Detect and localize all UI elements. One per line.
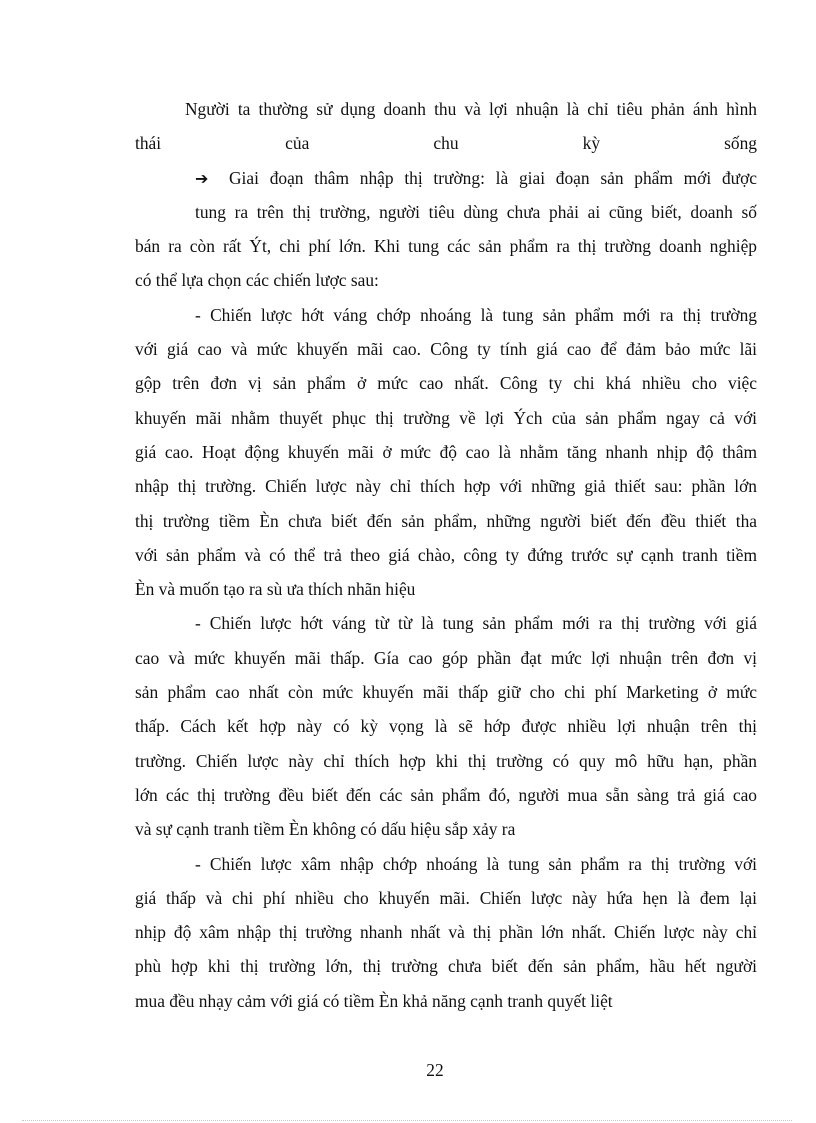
- paragraph-line: gộp trên đơn vị sản phẩm ở mức cao nhất. Công ty chi khá nhiều cho việc: [135, 373, 757, 394]
- paragraph-line: bán ra còn rất Ýt, chi phí lớn. Khi tung các sản phẩm ra thị trường doanh nghiệp: [135, 236, 757, 257]
- paragraph-line: trường. Chiến lược này chỉ thích hợp khi thị trường có quy mô hữu hạn, phần: [135, 750, 757, 771]
- paragraph-line: và sự cạnh tranh tiềm Èn không có dấu hiệu sắp xảy ra: [135, 819, 516, 840]
- paragraph-line: khuyến mãi nhằm thuyết phục thị trường về lợi Ých của sản phẩm ngay cả với: [135, 407, 757, 428]
- arrow-paragraph-line: [135, 161, 757, 195]
- paragraph-line: tung ra trên thị trường, người tiêu dùng chưa phải ai cũng biết, doanh số: [195, 201, 757, 222]
- paragraph-line: Èn và muốn tạo ra sù ưa thích nhãn hiệu: [135, 579, 416, 600]
- paragraph-line: giá cao. Hoạt động khuyến mãi ở mức độ cao là nhằm tăng nhanh nhịp độ thâm: [135, 441, 757, 462]
- paragraph-line: - Chiến lược xâm nhập chớp nhoáng là tung sản phẩm ra thị trường với: [195, 853, 757, 874]
- page-bottom-divider: [22, 1120, 792, 1121]
- paragraph-line: nhịp độ xâm nhập thị trường nhanh nhất và thị phần lớn nhất. Chiến lược này chỉ: [135, 922, 757, 943]
- paragraph-line: giá thấp và chi phí nhiều cho khuyến mãi. Chiến lược này hứa hẹn là đem lại: [135, 887, 757, 908]
- arrow-right-icon: ➔: [195, 168, 209, 188]
- paragraph-line: thị trường tiềm Èn chưa biết đến sản phẩm, những người biết đến đều thiết tha: [135, 510, 757, 531]
- paragraph-line: với giá cao và mức khuyến mãi cao. Công ty tính giá cao để đảm bảo mức lãi: [135, 339, 757, 360]
- paragraph-line: lớn các thị trường đều biết đến các sản phẩm đó, người mua sẵn sàng trả giá cao: [135, 784, 757, 805]
- paragraph-line: với sản phẩm và có thể trả theo giá chào, công ty đứng trước sự cạnh tranh tiềm: [135, 544, 757, 565]
- page-number: 22: [426, 1060, 444, 1080]
- body-text: [135, 92, 757, 1018]
- paragraph-line: sản phẩm cao nhất còn mức khuyến mãi thấp giữ cho chi phí Marketing ở mức: [135, 682, 757, 703]
- paragraph-line: mua đều nhạy cảm với giá có tiềm Èn khả năng cạnh tranh quyết liệt: [135, 990, 613, 1011]
- paragraph-line: Người ta thường sử dụng doanh thu và lợi nhuận là chỉ tiêu phản ánh hình: [185, 99, 757, 119]
- paragraph-line: có thể lựa chọn các chiến lược sau:: [135, 270, 379, 291]
- paragraph-line: cao và mức khuyến mãi thấp. Gía cao góp phần đạt mức lợi nhuận trên đơn vị: [135, 647, 757, 668]
- paragraph-line: - Chiến lược hớt váng chớp nhoáng là tung sản phẩm mới ra thị trường: [195, 304, 757, 325]
- paragraph-line: thái của chu kỳ sống: [135, 133, 757, 154]
- paragraph-line-text: Giai đoạn thâm nhập thị trường: là giai đoạn sản phẩm mới được: [229, 167, 757, 188]
- paragraph-line: nhập thị trường. Chiến lược này chỉ thích hợp với những giả thiết sau: phần lớn: [135, 476, 757, 497]
- paragraph-line: - Chiến lược hớt váng từ từ là tung sản phẩm mới ra thị trường với giá: [195, 613, 757, 634]
- paragraph-line: phù hợp khi thị trường lớn, thị trường chưa biết đến sản phẩm, hầu hết người: [135, 956, 757, 977]
- paragraph-line: thấp. Cách kết hợp này có kỳ vọng là sẽ hớp được nhiều lợi nhuận trên thị: [135, 716, 757, 737]
